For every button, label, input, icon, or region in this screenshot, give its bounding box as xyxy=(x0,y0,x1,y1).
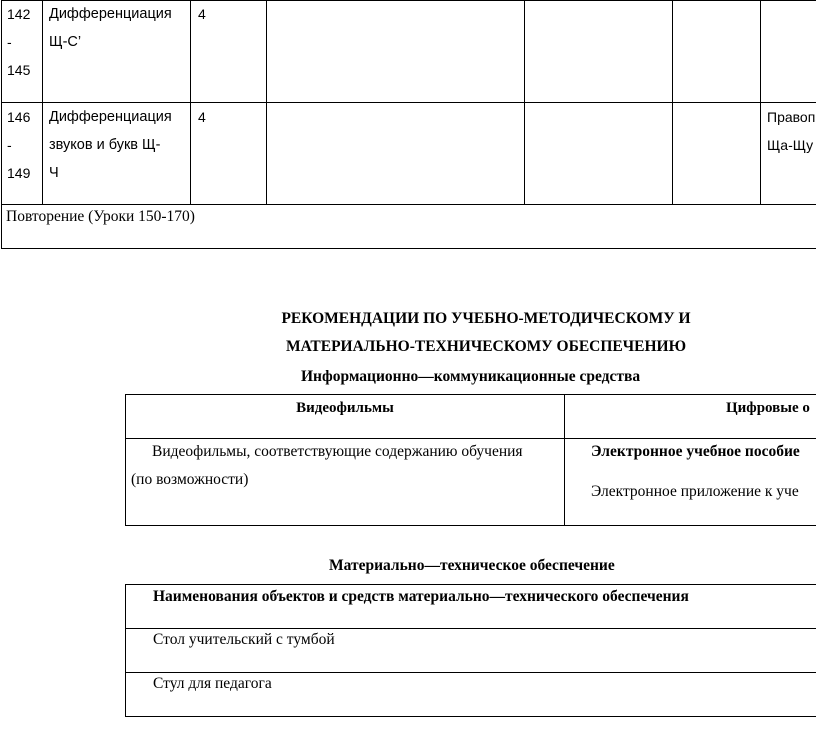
section-title-line: РЕКОМЕНДАЦИИ ПО УЧЕБНО-МЕТОДИЧЕСКОМУ И xyxy=(281,310,691,327)
lesson-topic-line: Ч xyxy=(49,165,59,181)
lesson-number-line: - xyxy=(7,137,12,153)
ict-videos-text-line: Видеофильмы, соответствующие содержанию обучения xyxy=(152,443,523,460)
lesson-note-line: Ща-Щу xyxy=(767,137,814,153)
table-border-bottom xyxy=(125,525,816,526)
table-border-bottom xyxy=(125,716,816,717)
lesson-note-line: Правоп xyxy=(767,109,816,125)
material-item: Стол учительский с тумбой xyxy=(153,631,335,648)
col-divider xyxy=(42,0,43,204)
lesson-topic-line: Щ-С’ xyxy=(49,34,82,50)
lesson-topic-line: Дифференциация xyxy=(49,109,172,125)
material-col-header: Наименования объектов и средств материально—технического обеспечения xyxy=(153,588,689,605)
lesson-number-line: - xyxy=(7,34,12,50)
table-border-bottom xyxy=(1,248,816,249)
section-title-line: МАТЕРИАЛЬНО-ТЕХНИЧЕСКОМУ ОБЕСПЕЧЕНИЮ xyxy=(285,338,687,355)
lesson-topic xyxy=(49,103,172,187)
lesson-topic xyxy=(49,0,172,56)
lesson-number-line: 146 xyxy=(7,109,31,125)
col-divider xyxy=(760,0,761,204)
section-title xyxy=(150,305,816,361)
lesson-number xyxy=(7,103,30,187)
table-border-left xyxy=(1,0,2,249)
ict-col-header-videos: Видеофильмы xyxy=(296,400,394,416)
ict-videos-text-line: (по возможности) xyxy=(131,471,249,488)
lesson-number-line: 149 xyxy=(7,165,31,181)
lesson-number-line: 145 xyxy=(7,62,31,78)
repetition-row: Повторение (Уроки 150-170) xyxy=(6,208,195,225)
lesson-hours: 4 xyxy=(198,109,206,125)
ict-digital-supplement: Электронное приложение к уче xyxy=(591,483,799,500)
col-divider xyxy=(266,0,267,204)
lesson-note xyxy=(767,103,816,159)
col-divider xyxy=(524,0,525,204)
material-heading: Материально—техническое обеспечение xyxy=(329,557,615,574)
ict-col-header-digital: Цифровые о xyxy=(726,400,810,416)
lesson-number-line: 142 xyxy=(7,6,31,22)
ict-digital-textbook: Электронное учебное пособие xyxy=(591,443,800,460)
lesson-hours: 4 xyxy=(198,6,206,22)
col-divider xyxy=(190,0,191,204)
ict-heading: Информационно—коммуникационные средства xyxy=(301,368,641,385)
lesson-number xyxy=(7,0,30,84)
ict-videos-text xyxy=(131,438,561,494)
material-item: Стул для педагога xyxy=(153,675,272,692)
lesson-topic-line: звуков и букв Щ- xyxy=(49,137,161,153)
col-divider xyxy=(564,394,565,526)
table-border-left xyxy=(125,584,126,717)
lesson-topic-line: Дифференциация xyxy=(49,6,172,22)
col-divider xyxy=(672,0,673,204)
